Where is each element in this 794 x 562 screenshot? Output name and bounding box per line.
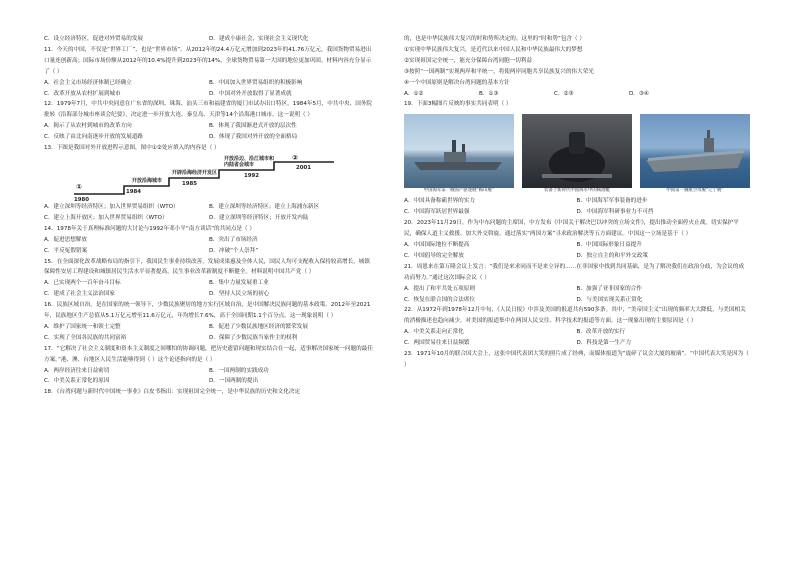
q22-stem: 22．从1972年到1978年12月中旬，《人民日报》中涉及美国的报道共有590多条。其中，“美帝国主义”出现的频率大大降低，与美国相关的消极描述也趋向减少，对美国的报道集中在两国人民交往、科学技术的报道等方面。这一现象出现的主要原因是（ ）: [404, 307, 746, 325]
q11-options: [44, 78, 374, 100]
q12-option-c: C．反映了由北向南逐步开放的发展道路: [44, 134, 144, 141]
q15-option-d: D．坚持人民立场的初心: [209, 291, 270, 298]
q19-option-a: A．中国具备称霸世界的实力: [404, 198, 475, 205]
q14-option-b: B．突出了市场经济: [209, 236, 258, 243]
q17-option-a: A．两岸经济往来日益密切: [44, 367, 110, 374]
q21-option-a: A．提出了和平共处五项原则: [404, 285, 475, 292]
q12-option-b: B．体现了我国渐进式开放的层次性: [209, 123, 297, 130]
q22-option-a: A．中美关系走向正常化: [404, 329, 464, 336]
q18-option-c: C．②③: [554, 90, 574, 97]
q17-stem: 17．“它解决了社会主义制度和资本主义制度之间哪怕的协调问题，把历史遗留问题和现实结合在一起，适事解决国家统一问题的最佳方案。”港、澳、台地区人民生活能够得到（ ）这个论述指向的是（ ）: [44, 345, 373, 363]
q20-option-b: B．中国国际形象日益提升: [576, 241, 642, 248]
q13-option-a: A．建立深圳等经济特区；加入世界贸易组织（WTO）: [44, 203, 179, 210]
q21-stem: 21．周恩来在第万隆会议上发言：“我们是来求同而不是来立异的……在非国家中找到共同基础，是为了解决我们在政治分歧，为会议的成功而努力。”通过这次国际会议（ ）: [404, 263, 745, 281]
timeline-stage-economic-zones: 开辟沿海经济开发区: [172, 169, 218, 176]
q22-option-d: D．科技是第一生产力: [576, 340, 632, 347]
q22-option-c: C．两国贸易往来日益频繁: [404, 340, 470, 347]
timeline-year-1992: 1992: [244, 172, 260, 179]
carrier-caption: 中国第一艘航空母舰“辽宁舰”: [666, 188, 724, 194]
q11-option-d: D．中国对外开放取得了显著成就: [209, 90, 292, 97]
q10-options: [44, 34, 374, 45]
q18-statement-2: ②实现祖国完全统一，能充分保障台湾同胞一切利益: [404, 57, 533, 64]
q12-option-a: A．揭示了从农村到城市的改革方向: [44, 123, 132, 130]
q18-stem-end: 的，也是中华民族伟大复兴的时和势所决定的。这里的“时和势”包含（ ）: [404, 36, 585, 42]
q20-stem: 20．2023年11月29日，作为中东问题的主席国，中方发布《中国关于解决巴以冲突的立场文件》，提出推动全面停火止战，切实保护平民，确保人道主义救援、加大外交斡旋，通过落实“两国方案”寻求政治解决等五方面建议。中国这一立场是基于（ ）: [404, 220, 739, 238]
q17-option-d: D．一国两制的提出: [209, 378, 259, 385]
photo-aircraft-carrier: [640, 114, 750, 194]
q10-option-c: C．设立经济特区，促进对外贸易的发展: [44, 36, 144, 42]
q15-option-c: C．建成了社会主义法治国家: [44, 291, 116, 298]
timeline-stage-coastal-cities: 开放沿海城市: [132, 177, 163, 184]
q19-option-d: D．中国海军科研事业力不可挡: [576, 209, 654, 216]
q17-option-b: B．一国两制的实践成功: [209, 367, 269, 374]
q19-option-b: B．中国海军军事装备的进步: [576, 198, 648, 205]
aircraft-carrier-icon: [640, 114, 750, 188]
q11-option-b: B．中国加入世界贸易组织的积极影响: [209, 79, 303, 86]
submarine-photo: [522, 114, 632, 188]
q19-option-c: C．中国海军跃居世界最强: [404, 209, 470, 216]
q19-photo-row: [404, 114, 749, 194]
timeline-year-1985: 1985: [182, 180, 198, 187]
q15-option-a: A．已实现两个一百年奋斗目标: [44, 280, 121, 287]
q19-stem: 19．下面3幅图片反映的事实共同表明（ ）: [404, 101, 512, 108]
destroyer-ship-icon: [404, 114, 514, 188]
q18-statement-1: ①实现中华民族伟大复兴，是近代以来中国人民和中华民族最伟大的梦想: [404, 46, 583, 53]
timeline-year-1984: 1984: [126, 188, 142, 195]
q12-options: [44, 121, 374, 143]
q22-options: [404, 327, 749, 349]
q18-option-a: A．①②: [404, 90, 424, 97]
q14-option-c: C．平反冤假错案: [44, 247, 88, 254]
carrier-photo: [640, 114, 750, 188]
q21-option-d: D．与美国实现关系正常化: [576, 296, 643, 303]
q17-options: [44, 366, 374, 388]
q13-option-c: C．建立上海开放区；加入世界贸易组织（WTO）: [44, 214, 168, 221]
q14-option-d: D．冲破“个人崇拜”: [209, 247, 259, 254]
timeline-marker-2: ②: [292, 153, 298, 162]
q11-stem: 11．今天的中国，不仅是“世界工厂”，也是“世界市场”。从2012年的24.4万亿元增加到2023年的41.76万亿元，我国货物贸易进出口量连创新高；国际市场份额从2012年的10.4%提升到2023年的14%，全球货物贸易第一大国的地位更加巩固。材料内容充分显示了（ ）: [44, 46, 372, 75]
destroyer-photo: [404, 114, 514, 188]
q14-stem: 14．1978年关于真理标准问题的大讨论与1992年邓小平“南方谈话”的共同点是（ ）: [44, 225, 255, 232]
q13-option-b: B．建立深圳等经济特区；建立上海浦东新区: [209, 203, 320, 210]
q15-options: [44, 278, 374, 300]
q20-option-c: C．中国倡导的完全解放: [404, 252, 464, 259]
q12-option-d: D．体现了我国对外开放的全面格局: [209, 134, 298, 141]
q23-stem: 23．1971年10月的联合国大会上，这张中国代表团大笑的照片成了经典，而媒体报道为“震碎了议会大厦的玻璃”。“中国代表大笑是因为（ ）: [404, 351, 749, 368]
timeline-marker-1: ①: [76, 182, 82, 191]
q10-option-d: D．建成小康社会，实现社会主义现代化: [209, 36, 309, 42]
q21-option-c: C．恢复在联合国的合法席位: [404, 296, 476, 303]
timeline-stage-inland-cities: 开放沿边、沿江城市和内陆省会城市: [224, 155, 275, 168]
q18-stem-start: 18．《台湾问题与新时代中国统一事业》白皮书指出：实现祖国完全统一，是中华民族的历史和文化决定: [44, 389, 301, 396]
q16-option-c: C．实现了全国各民族的共同富裕: [44, 334, 127, 341]
q16-option-b: B．促进了少数民族地区经济的繁荣发展: [209, 323, 308, 330]
q18-option-d: D．③④: [629, 90, 649, 97]
right-column: [404, 34, 749, 371]
q20-options: [404, 240, 749, 262]
q16-options: [44, 322, 374, 344]
submarine-caption: 装备于新时代中国海军中的核潜艇: [544, 188, 610, 194]
submarine-icon: [522, 114, 632, 188]
photo-destroyer: [404, 114, 514, 194]
q22-option-b: B．改革开放的实行: [576, 329, 626, 336]
q16-stem: 16．民族区域自治，是在国家的统一领导下，少数民族聚居的地方实行区域自治，是中国解决民族问题的基本政策。2012年至2021年，民族地区生产总值从5.1万亿元增至11.6万亿元，年均增长7.6%，高于全国同期1.1个百分点。这一现象说明（ ）: [44, 302, 371, 320]
destroyer-caption: 中国海军第一艘国产驱逐舰“鞍山舰”: [423, 188, 495, 194]
q15-stem: 15．在全面深化改革战略布局的指引下，我国民生事业持续改善，发展成果惠及全体人民，国民人均可支配收入保持较高增长，城镇保障性安居工程建设和城镇居民生活水平显著提高，民生事业改革新制度不断健全。材料说明中国共产党（ ）: [44, 258, 370, 276]
q18-statement-3: ③按照“一国两制”实现两岸和平统一，将使两岸同胞共享民族复兴的伟大荣光: [404, 68, 594, 75]
q11-option-c: C．改革开放从农村扩展到城市: [44, 90, 121, 97]
q16-option-d: D．保障了少数民族当家作主的权利: [209, 334, 298, 341]
q20-option-a: A．中国国际地位不断提高: [404, 241, 470, 248]
timeline-year-2001: 2001: [296, 164, 312, 171]
timeline-year-1980: 1980: [74, 196, 90, 203]
q14-option-a: A．促进思想解放: [44, 236, 87, 243]
q18-options: [404, 89, 704, 100]
q21-options: [404, 284, 749, 306]
q20-option-d: D．独立自主的和平外交政策: [576, 252, 648, 259]
q13-stem: 13．下图是我国对外开放进程示意图，图中①②处应填入的内容是（ ）: [44, 145, 220, 152]
q18-option-b: B．①③: [479, 90, 499, 97]
q12-stem: 12．1979年7月，中共中央同意在广东省的深圳、珠海、汕头三市和福建省的厦门市试办出口特区。1984年5月，中共中央、国务院批转《沿海部分城市座谈会纪要》，决定进一步开放大连、秦皇岛、天津等14个沿海港口城市。这一说明（ ）: [44, 101, 372, 119]
q19-options: [404, 196, 749, 218]
q14-options: [44, 235, 374, 257]
q13-options: [44, 202, 374, 224]
q18-statement-4: ④一个中国原则是解决台湾问题的基本方针: [404, 79, 510, 86]
q11-option-a: A．社会主义市场经济体制已经确立: [44, 79, 132, 86]
q21-option-b: B．加强了亚非国家的合作: [576, 285, 642, 292]
q15-option-b: B．集中力量发展重工业: [209, 280, 269, 287]
q16-option-a: A．维护了国家统一和领土完整: [44, 323, 121, 330]
q17-option-c: C．中美关系正常化的原因: [44, 378, 110, 385]
photo-submarine: [522, 114, 632, 194]
q13-timeline-diagram: [74, 153, 374, 203]
left-column: [44, 34, 374, 398]
q13-option-d: D．建立深圳等经济特区；开放开发内陆: [209, 214, 309, 221]
